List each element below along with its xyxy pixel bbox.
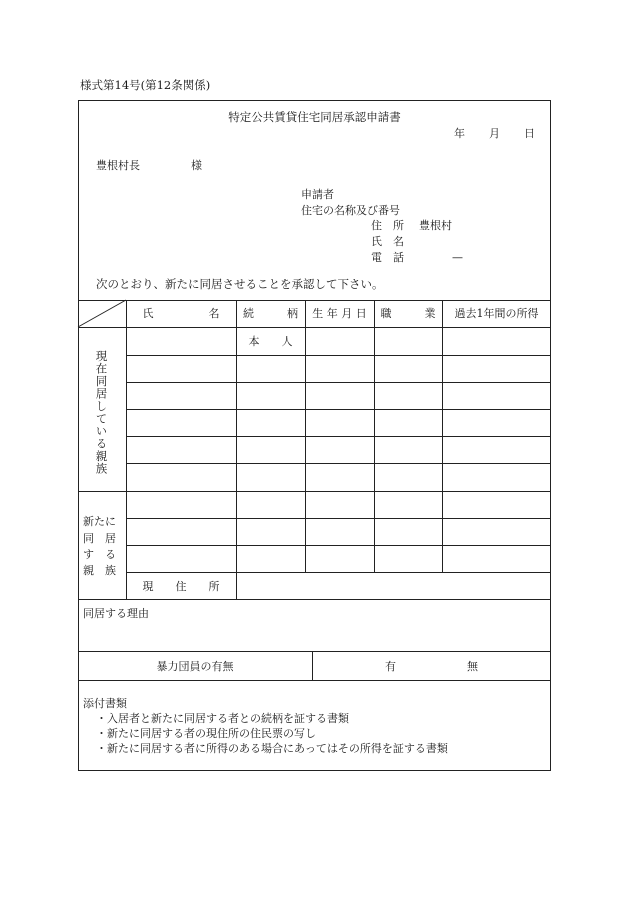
header-birthdate: 生 年 月 日 [312, 307, 367, 320]
date-year-label: 年 [454, 127, 465, 140]
applicant-heading: 申請者 [301, 188, 334, 201]
new-household-label-line3: す る [83, 548, 116, 561]
addressee-honorific: 様 [191, 159, 202, 172]
address-label: 住 所 [371, 219, 404, 232]
address-value: 豊根村 [419, 219, 452, 232]
table-row-line [126, 545, 551, 546]
header-income: 過去1年間の所得 [454, 307, 539, 320]
form-number-label: 様式第14号(第12条関係) [80, 78, 211, 92]
table-row-line [126, 436, 551, 437]
reason-label: 同居する理由 [83, 607, 149, 620]
current-household-label: 現在同居している親族 [94, 350, 109, 475]
attachment-item: ・入居者と新たに同居する者との続柄を証する書類 [96, 712, 349, 725]
group-separator-line [78, 491, 551, 492]
header-name: 氏 名 [142, 307, 220, 320]
column-line [442, 300, 443, 572]
addressee-name: 豊根村長 [96, 159, 140, 172]
table-row-line [126, 518, 551, 519]
new-household-label-line4: 親 族 [83, 564, 116, 577]
self-relation: 本 人 [248, 335, 293, 348]
attachments-heading: 添付書類 [83, 697, 127, 710]
new-household-label-line2: 同 居 [83, 532, 116, 545]
header-diagonal-line [78, 300, 126, 327]
table-header-bottom-line [78, 327, 551, 328]
phone-separator: — [452, 251, 463, 264]
header-occupation: 職 業 [380, 307, 436, 320]
applicant-name-label: 氏 名 [371, 235, 404, 248]
table-bottom-line [78, 599, 551, 600]
date-day-label: 日 [524, 127, 535, 140]
column-line [126, 300, 127, 599]
gang-no-option[interactable]: 無 [467, 660, 478, 673]
column-line [305, 300, 306, 572]
table-top-line [78, 300, 551, 301]
housing-name-label: 住宅の名称及び番号 [301, 204, 400, 217]
gang-bottom-line [78, 680, 551, 681]
column-line [374, 300, 375, 572]
form-title: 特定公共賃貸住宅同居承認申請書 [228, 110, 401, 124]
table-row-line [126, 355, 551, 356]
attachment-item: ・新たに同居する者に所得のある場合にあってはその所得を証する書類 [96, 742, 448, 755]
table-row-line [126, 409, 551, 410]
reason-bottom-line [78, 651, 551, 652]
table-row-line [126, 463, 551, 464]
table-row-line [126, 572, 551, 573]
phone-label: 電 話 [371, 251, 404, 264]
gang-yes-option[interactable]: 有 [385, 660, 396, 673]
new-household-label-line1: 新たに [83, 515, 116, 528]
request-text: 次のとおり、新たに同居させることを承認して下さい。 [96, 277, 384, 291]
gang-member-label: 暴力団員の有無 [156, 660, 234, 673]
current-address-label: 現 住 所 [142, 580, 220, 593]
header-relation: 続 柄 [243, 307, 298, 320]
table-row-line [126, 382, 551, 383]
attachment-item: ・新たに同居する者の現住所の住民票の写し [96, 727, 316, 740]
gang-divider-line [312, 651, 313, 680]
date-month-label: 月 [489, 127, 500, 140]
